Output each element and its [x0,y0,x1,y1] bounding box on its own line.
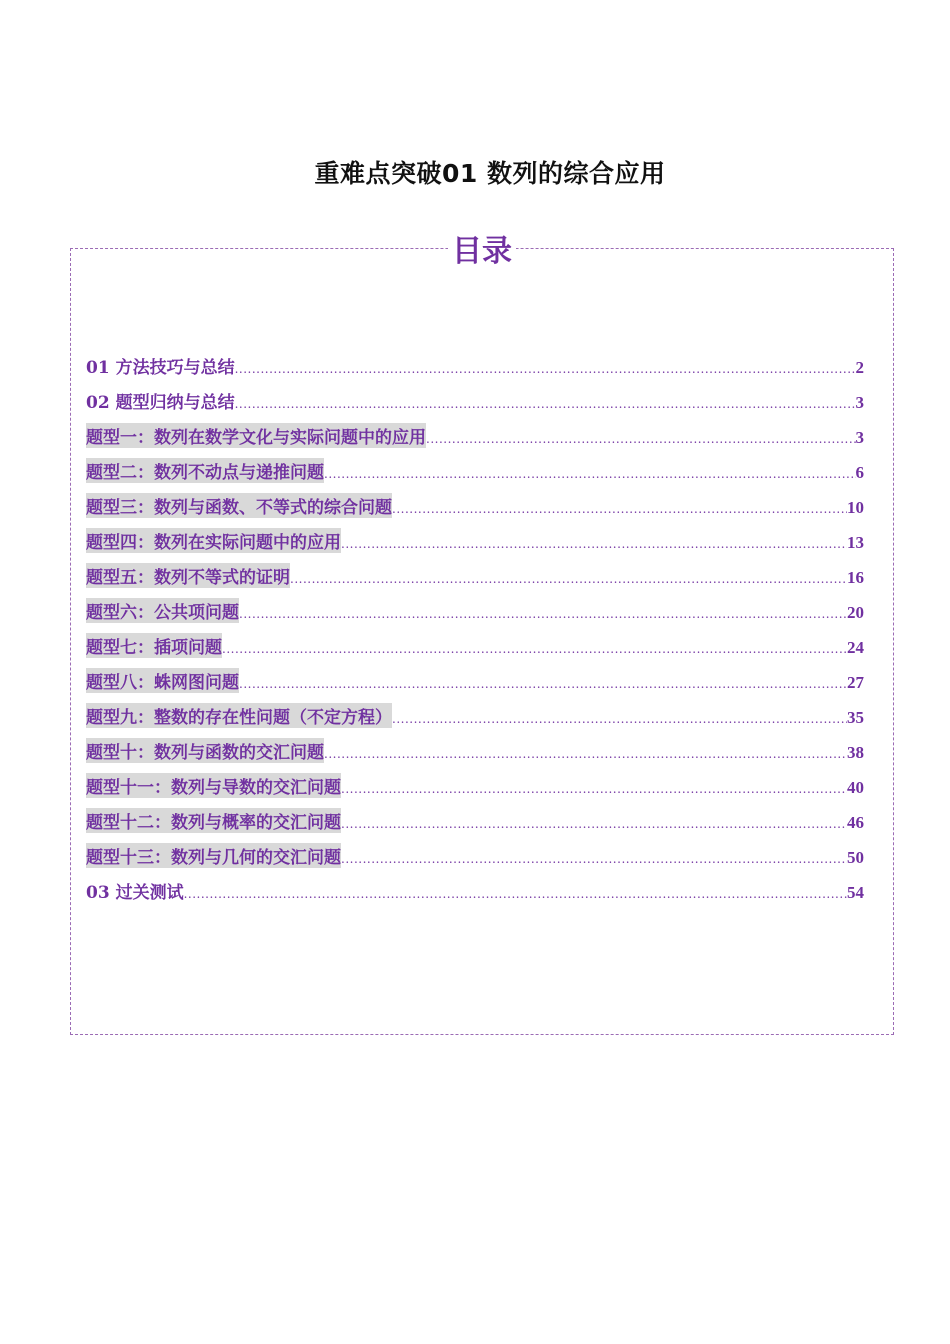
toc-entry[interactable] [86,878,864,913]
toc-leader-dots [239,607,847,621]
toc-entry-label: 题型七：插项问题 [86,633,222,658]
toc-entry-label: 01 方法技巧与总结 [86,358,235,378]
toc-entry-page: 24 [847,638,864,657]
toc-entry-page: 6 [855,463,864,482]
toc-leader-dots [290,572,847,586]
toc-leader-dots [392,712,847,726]
toc-leader-dots [341,817,847,831]
toc-leader-dots [341,537,847,551]
toc-entry-label: 题型二：数列不动点与递推问题 [86,458,324,483]
toc-leader-dots [426,432,856,446]
toc-entry[interactable] [86,598,864,633]
toc-heading [71,233,893,271]
toc-leader-dots [235,362,856,376]
toc-leader-dots [341,852,847,866]
toc-leader-dots [392,502,847,516]
toc-entry-label: 题型五：数列不等式的证明 [86,563,290,588]
toc-entry-label: 题型一：数列在数学文化与实际问题中的应用 [86,423,426,448]
toc-entry-page: 2 [855,358,864,377]
toc-entry[interactable] [86,773,864,808]
toc-entry-page: 20 [847,603,864,622]
toc-entry-page: 46 [847,813,864,832]
toc-leader-dots [341,782,847,796]
toc-leader-dots [184,887,847,901]
toc-entry[interactable] [86,423,864,458]
toc-list [86,353,864,913]
toc-entry[interactable] [86,808,864,843]
toc-entry[interactable] [86,738,864,773]
toc-entry-page: 3 [855,393,864,412]
toc-leader-dots [235,397,856,411]
toc-box [70,234,894,1035]
toc-entry-page: 38 [847,743,864,762]
toc-entry[interactable] [86,458,864,493]
toc-entry-label: 题型十三：数列与几何的交汇问题 [86,843,341,868]
toc-entry-label: 题型十二：数列与概率的交汇问题 [86,808,341,833]
toc-entry[interactable] [86,703,864,738]
toc-entry-page: 35 [847,708,864,727]
toc-entry-label: 03 过关测试 [86,883,184,903]
toc-entry-label: 题型八：蛛网图问题 [86,668,239,693]
document-title: 重难点突破01 数列的综合应用 [314,159,666,188]
toc-entry-label: 题型十：数列与函数的交汇问题 [86,738,324,763]
toc-heading-text: 目录 [448,234,516,269]
toc-entry-page: 10 [847,498,864,517]
toc-entry-label: 题型六：公共项问题 [86,598,239,623]
toc-entry-label: 题型十一：数列与导数的交汇问题 [86,773,341,798]
toc-entry[interactable] [86,668,864,703]
toc-entry-page: 27 [847,673,864,692]
toc-entry[interactable] [86,353,864,388]
toc-entry[interactable] [86,528,864,563]
toc-leader-dots [324,467,856,481]
toc-entry-label: 02 题型归纳与总结 [86,393,235,413]
toc-entry[interactable] [86,388,864,423]
toc-leader-dots [239,677,847,691]
toc-entry-label: 题型四：数列在实际问题中的应用 [86,528,341,553]
toc-entry-page: 16 [847,568,864,587]
toc-entry-page: 40 [847,778,864,797]
toc-entry-page: 50 [847,848,864,867]
toc-entry[interactable] [86,843,864,878]
toc-entry-page: 13 [847,533,864,552]
toc-entry-page: 54 [847,883,864,902]
toc-entry-label: 题型九：整数的存在性问题（不定方程） [86,703,392,728]
toc-entry[interactable] [86,563,864,598]
toc-leader-dots [222,642,847,656]
toc-entry[interactable] [86,633,864,668]
toc-entry-label: 题型三：数列与函数、不等式的综合问题 [86,493,392,518]
toc-entry-page: 3 [855,428,864,447]
toc-leader-dots [324,747,847,761]
toc-entry[interactable] [86,493,864,528]
